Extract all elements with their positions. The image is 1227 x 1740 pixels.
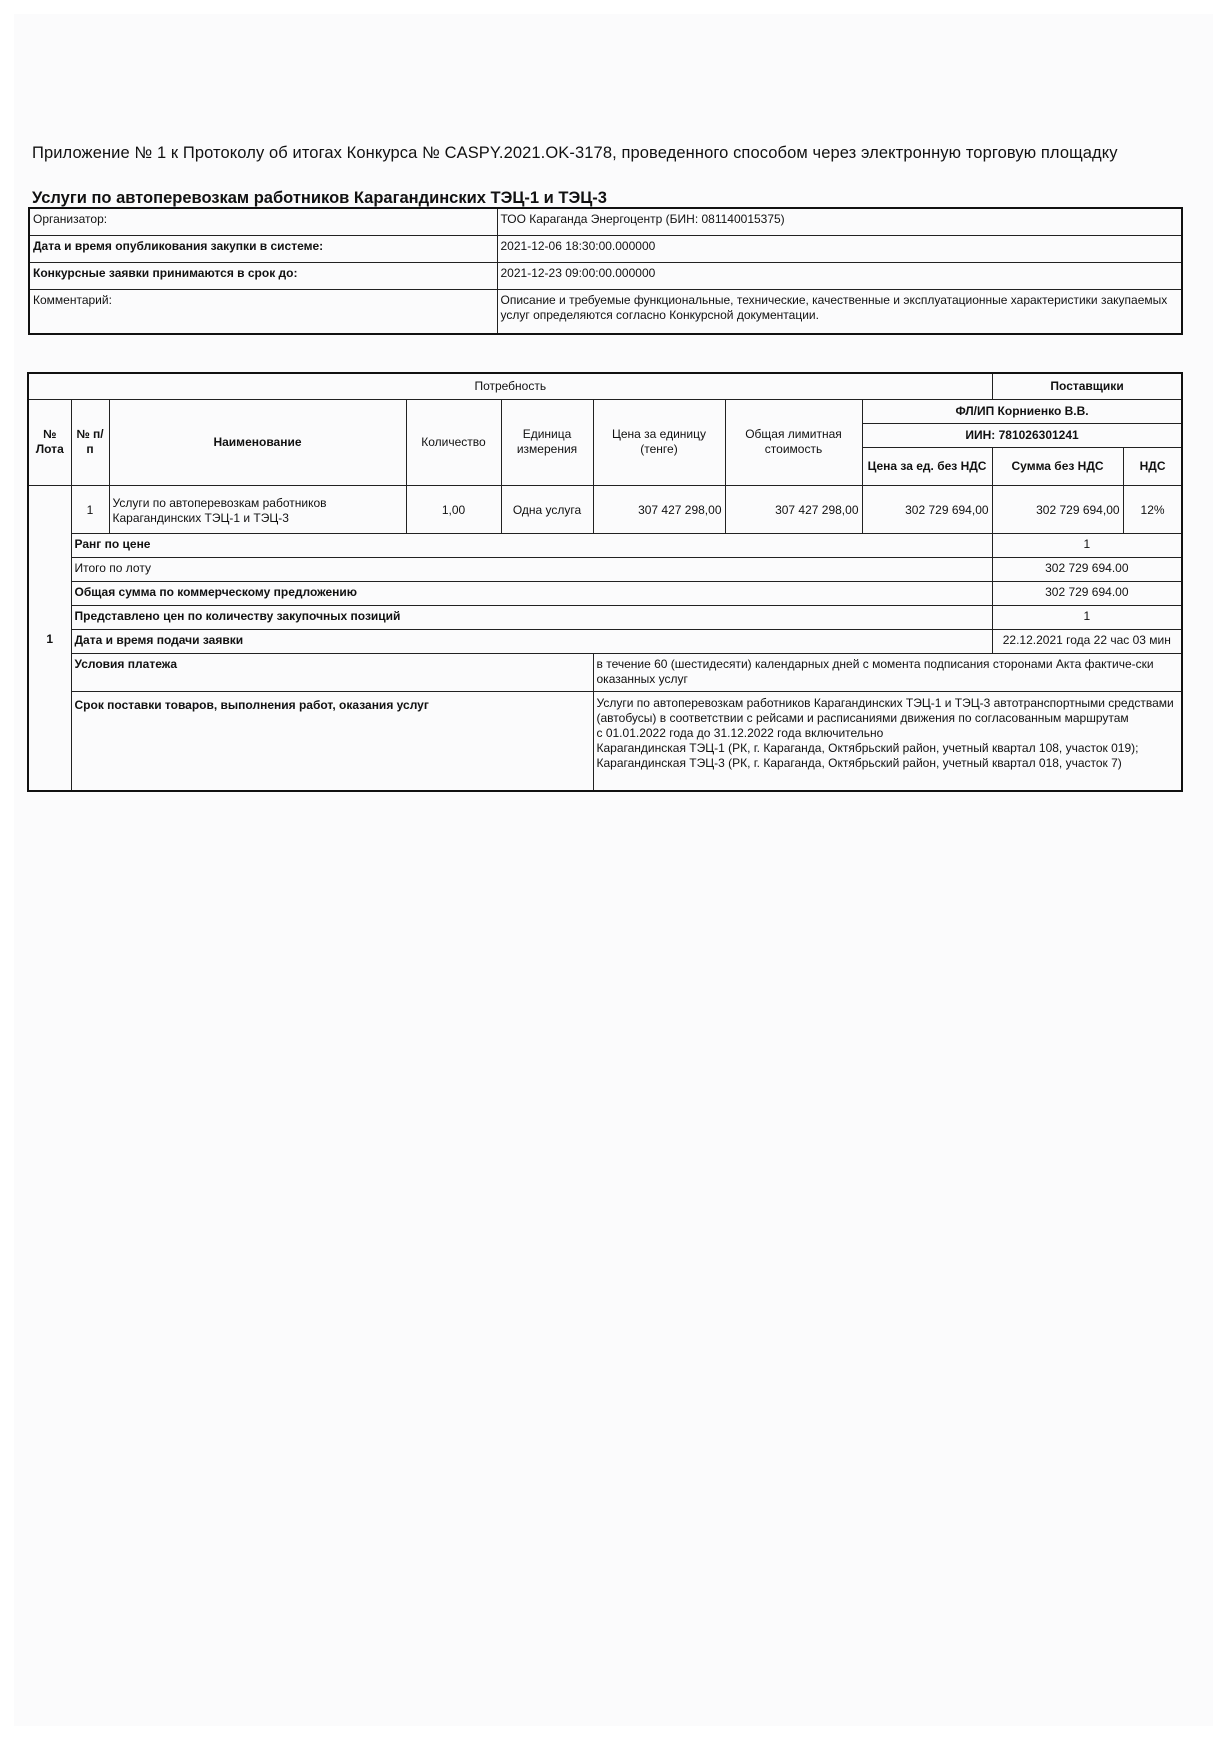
info-row-comment	[29, 290, 1182, 335]
summary-value: 302 729 694.00	[992, 581, 1182, 605]
info-value: Описание и требуемые функциональные, технические, качественные и эксплуатационные характеристики закупаемых услуг определяются согласно Конкурсной документации.	[497, 290, 1182, 335]
summary-row-lot-total	[28, 557, 1182, 581]
vat-header: НДС	[1123, 447, 1182, 485]
unit-price-header: Цена за единицу (тенге)	[593, 399, 725, 485]
delivery-terms-label: Срок поставки товаров, выполнения работ, оказания услуг	[71, 691, 593, 791]
summary-row-offer-total	[28, 581, 1182, 605]
table-row	[28, 485, 1182, 533]
payment-terms-value: в течение 60 (шестидесяти) календарных дней с момента подписания сторонами Акта фактиче-ски оказанных услуг	[593, 653, 1182, 691]
item-unit-price: 307 427 298,00	[593, 485, 725, 533]
sum-no-vat-header: Сумма без НДС	[992, 447, 1123, 485]
procurement-info-table	[28, 207, 1183, 335]
delivery-terms-line: с 01.01.2022 года до 31.12.2022 года включительно	[596, 725, 884, 740]
summary-row-rank	[28, 533, 1182, 557]
summary-row-submission-date	[28, 629, 1182, 653]
lot-results-table	[27, 372, 1183, 792]
suppliers-group-header: Поставщики	[992, 373, 1182, 399]
item-sum-no-vat: 302 729 694,00	[992, 485, 1123, 533]
item-no: 1	[71, 485, 109, 533]
need-group-header: Потребность	[28, 373, 992, 399]
item-vat: 12%	[1123, 485, 1182, 533]
info-label: Комментарий:	[29, 290, 497, 335]
summary-label: Ранг по цене	[71, 533, 992, 557]
supplier-iin: ИИН: 781026301241	[862, 423, 1182, 447]
limit-cost-header: Общая лимитная стоимость	[725, 399, 862, 485]
delivery-terms-value	[593, 691, 1182, 791]
info-row-organizer	[29, 208, 1182, 236]
item-limit-cost: 307 427 298,00	[725, 485, 862, 533]
delivery-terms-line: Карагандинская ТЭЦ-1 (РК, г. Караганда, Октябрьский район, учетный квартал 108, участок 019); Карагандинская ТЭЦ-3 (РК, г. Караганда, Октябрьский район, учетный квартал 018, участок 7)	[596, 740, 1139, 770]
summary-row-prices-count	[28, 605, 1182, 629]
quantity-header: Количество	[406, 399, 501, 485]
document-title: Приложение № 1 к Протоколу об итогах Конкурса № CASPY.2021.OK-3178, проведенного способом через электронную торговую площадку	[32, 144, 1118, 162]
delivery-terms-row	[28, 691, 1182, 791]
item-quantity: 1,00	[406, 485, 501, 533]
info-value: ТОО Караганда Энергоцентр (БИН: 081140015375)	[497, 208, 1182, 236]
info-row-published	[29, 236, 1182, 263]
info-label: Конкурсные заявки принимаются в срок до:	[29, 263, 497, 290]
info-value: 2021-12-06 18:30:00.000000	[497, 236, 1182, 263]
summary-value: 1	[992, 533, 1182, 557]
item-price-no-vat: 302 729 694,00	[862, 485, 992, 533]
lot-number: 1	[28, 485, 71, 791]
item-unit: Одна услуга	[501, 485, 593, 533]
price-no-vat-header: Цена за ед. без НДС	[862, 447, 992, 485]
summary-label: Представлено цен по количеству закупочных позиций	[71, 605, 992, 629]
payment-terms-row	[28, 653, 1182, 691]
delivery-terms-line: Услуги по автоперевозкам работников Карагандинских ТЭЦ-1 и ТЭЦ-3 автотранспортными средствами (автобусы) в соответствии с рейсами и расписаниями движения по согласованным маршрутам	[596, 695, 1174, 725]
summary-value: 1	[992, 605, 1182, 629]
item-no-header: № п/п	[71, 399, 109, 485]
summary-value: 22.12.2021 года 22 час 03 мин	[992, 629, 1182, 653]
summary-label: Дата и время подачи заявки	[71, 629, 992, 653]
info-value: 2021-12-23 09:00:00.000000	[497, 263, 1182, 290]
info-row-deadline	[29, 263, 1182, 290]
supplier-name: ФЛ/ИП Корниенко В.В.	[862, 399, 1182, 423]
info-label: Организатор:	[29, 208, 497, 236]
name-header: Наименование	[109, 399, 406, 485]
summary-value: 302 729 694.00	[992, 557, 1182, 581]
payment-terms-label: Условия платежа	[71, 653, 593, 691]
document-subtitle: Услуги по автоперевозкам работников Карагандинских ТЭЦ-1 и ТЭЦ-3	[32, 189, 607, 207]
info-label: Дата и время опубликования закупки в системе:	[29, 236, 497, 263]
item-name: Услуги по автоперевозкам работников Карагандинских ТЭЦ-1 и ТЭЦ-3	[109, 485, 406, 533]
unit-header: Единица измерения	[501, 399, 593, 485]
summary-label: Общая сумма по коммерческому предложению	[71, 581, 992, 605]
lot-no-header: № Лота	[28, 399, 71, 485]
summary-label: Итого по лоту	[71, 557, 992, 581]
